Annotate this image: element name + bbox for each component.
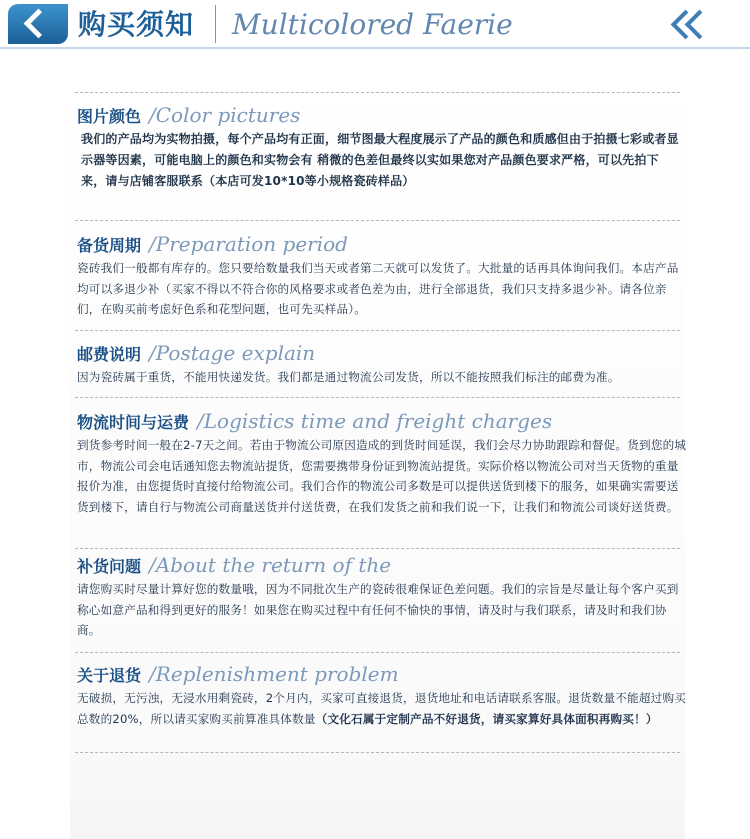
page-subtitle: Multicolored Faerie <box>232 8 513 41</box>
divider <box>75 220 680 221</box>
section-title: 补货问题 <box>77 557 142 576</box>
section-text-main: 无破损，无污浊，无浸水用剩瓷砖，2个月内，买家可直接退货，退货地址和电话请联系客服。退货数量不能超过购买总数的20%，所以请买家购买前算准具体数量 <box>77 691 687 726</box>
chevron-left-icon <box>24 9 54 39</box>
section-heading <box>77 662 689 686</box>
section-postage <box>77 341 689 388</box>
back-badge[interactable] <box>8 4 68 44</box>
divider <box>75 548 680 549</box>
section-text: 请您购买时尽量计算好您的数量哦，因为不同批次生产的瓷砖很难保证色差问题。我们的宗旨是尽量让每个客户买到称心如意产品和得到更好的服务！如果您在购买过程中有任何不愉快的事情，请及时与我们联系，请及时和我们协商。 <box>77 582 679 638</box>
section-text-note: （文化石属于定制产品不好退货，请买家算好具体面积再购买！） <box>315 711 658 726</box>
section-subtitle: /Color pictures <box>149 103 301 127</box>
section-title: 备货周期 <box>77 236 142 255</box>
header-divider <box>215 5 216 43</box>
header <box>0 0 750 50</box>
section-heading <box>77 232 689 256</box>
divider <box>75 92 680 93</box>
divider <box>75 752 680 753</box>
divider <box>75 652 680 653</box>
section-title: 物流时间与运费 <box>77 413 190 432</box>
divider <box>75 330 680 331</box>
section-title: 邮费说明 <box>77 345 142 364</box>
section-color-pictures <box>77 103 689 192</box>
section-title: 图片颜色 <box>77 107 142 126</box>
section-heading <box>77 103 689 127</box>
section-subtitle: /Preparation period <box>149 232 348 256</box>
double-chevron-left-icon[interactable] <box>668 9 712 39</box>
section-text: 我们的产品均为实物拍摄，每个产品均有正面，细节图最大程度展示了产品的颜色和质感但由于拍摄七彩或者显示器等因素，可能电脑上的颜色和实物会有 稍微的色差但最终以实如果您对产品颜色要求严格，可以先拍下来，请与店铺客服联系（本店可发10*10等小规格瓷砖样品） <box>81 132 679 188</box>
section-logistics <box>77 409 689 518</box>
divider <box>75 397 680 398</box>
section-preparation-period <box>77 232 689 320</box>
section-heading <box>77 553 689 577</box>
section-text: 因为瓷砖属于重货，不能用快递发货。我们都是通过物流公司发货，所以不能按照我们标注的邮费为准。 <box>77 370 620 384</box>
page-title: 购买须知 <box>78 8 195 41</box>
section-text: 瓷砖我们一般都有库存的。您只要给数量我们当天或者第二天就可以发货了。大批量的话再具体询问我们。本店产品均可以多退少补（买家不得以不符合你的风格要求或者色差为由，进行全部退货，我们只支持多退少补。请各位亲们，在购买前考虑好色系和花型问题，也可先买样品）。 <box>77 261 679 317</box>
section-title: 关于退货 <box>77 666 142 685</box>
section-text <box>77 688 689 729</box>
section-restock <box>77 553 689 641</box>
section-text: 到货参考时间一般在2-7天之间。若由于物流公司原因造成的到货时间延误，我们会尽力协助跟踪和督促。货到您的城市，物流公司会电话通知您去物流站提货，您需要携带身份证到物流站提货。实际价格以物流公司对当天货物的重量报价为准，由您提货时直接付给物流公司。我们合作的物流公司多数是可以提供送货到楼下的服务，如果确实需要送货到楼下，请自行与物流公司商量送货并付送货费，在我们发货之前和我们说一下，让我们和物流公司谈好送货费。 <box>77 438 687 515</box>
section-returns <box>77 662 689 729</box>
section-subtitle: /Postage explain <box>149 341 316 365</box>
section-subtitle: /Replenishment problem <box>149 662 399 686</box>
section-heading <box>77 341 689 365</box>
section-subtitle: /About the return of the <box>149 553 392 577</box>
section-heading <box>77 409 689 433</box>
header-underline <box>0 47 750 49</box>
section-subtitle: /Logistics time and freight charges <box>197 409 553 433</box>
